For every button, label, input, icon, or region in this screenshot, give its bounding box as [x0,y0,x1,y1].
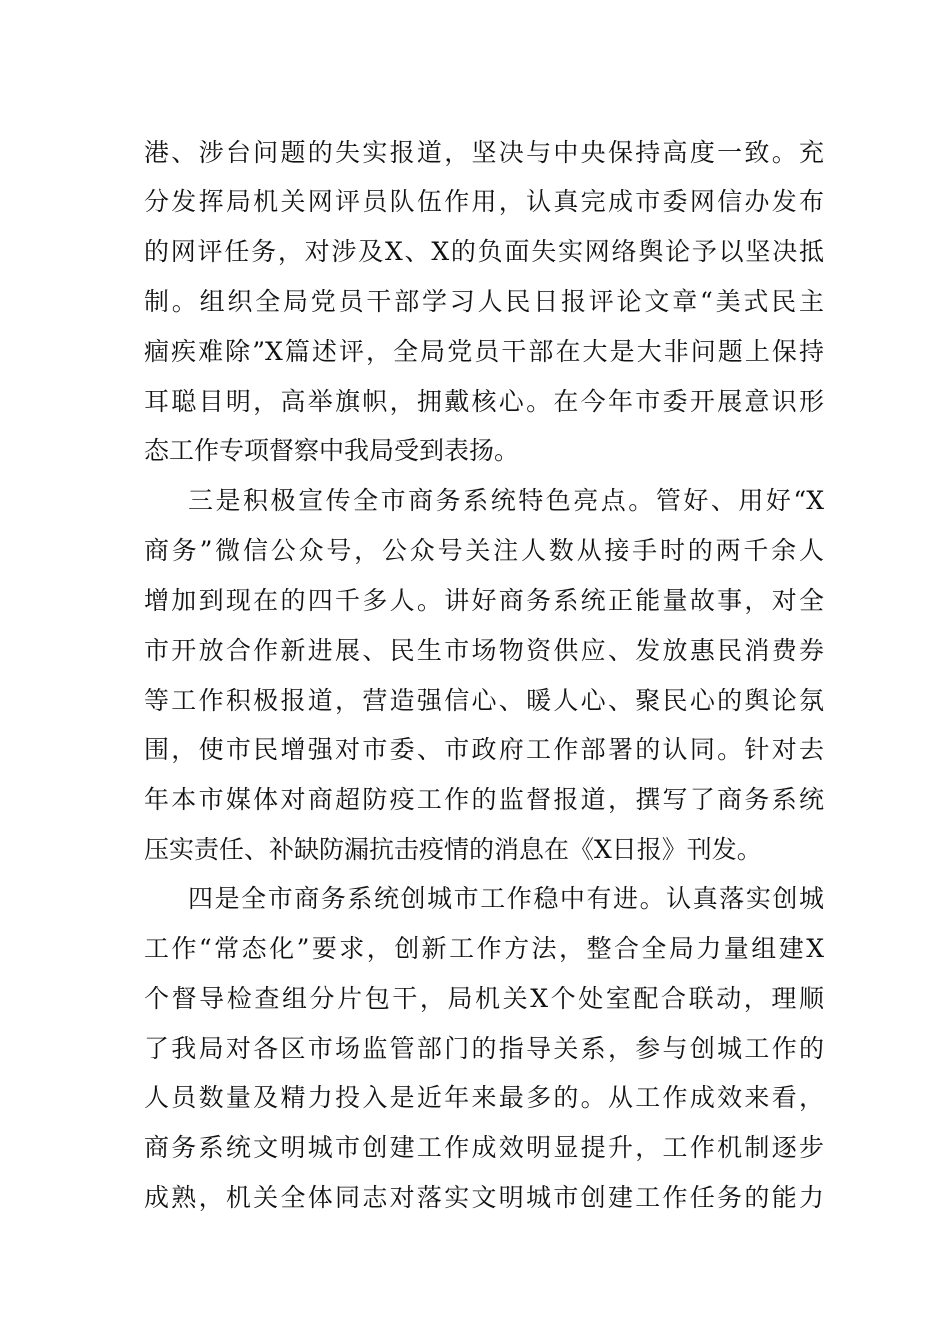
text-line: 痼疾难除”X篇述评，全局党员干部在大是大非问题上保持 [144,337,824,366]
text-line: 的网评任务，对涉及X、X的负面失实网络舆论予以坚决抵 [144,237,824,266]
text-line: 四是全市商务系统创城市工作稳中有进。认真落实创城 [188,884,824,913]
text-line: 成熟，机关全体同志对落实文明城市创建工作任务的能力 [144,1183,824,1212]
text-line: 增加到现在的四千多人。讲好商务系统正能量故事，对全 [144,586,824,615]
text-line: 人员数量及精力投入是近年来最多的。从工作成效来看， [144,1083,824,1112]
text-line: 耳聪目明，高举旗帜，拥戴核心。在今年市委开展意识形 [144,387,824,416]
text-line: 个督导检查组分片包干，局机关X个处室配合联动，理顺 [144,984,824,1013]
text-line: 分发挥局机关网评员队伍作用，认真完成市委网信办发布 [144,187,824,216]
text-line: 年本市媒体对商超防疫工作的监督报道，撰写了商务系统 [144,785,824,814]
text-line: 工作“常态化”要求，创新工作方法，整合全局力量组建X [144,934,824,963]
text-line: 围，使市民增强对市委、市政府工作部署的认同。针对去 [144,735,824,764]
text-line: 等工作积极报道，营造强信心、暖人心、聚民心的舆论氛 [144,686,824,715]
text-line: 商务”微信公众号，公众号关注人数从接手时的两千余人 [144,536,824,565]
text-line: 商务系统文明城市创建工作成效明显提升，工作机制逐步 [144,1133,824,1162]
text-line: 三是积极宣传全市商务系统特色亮点。管好、用好“X [188,486,824,515]
text-line: 态工作专项督察中我局受到表扬。 [144,436,520,465]
text-line: 了我局对各区市场监管部门的指导关系，参与创城工作的 [144,1034,824,1063]
text-line: 制。组织全局党员干部学习人民日报评论文章“美式民主 [144,287,824,316]
text-line: 压实责任、补缺防漏抗击疫情的消息在《X日报》刊发。 [144,835,762,864]
text-line: 市开放合作新进展、民生市场物资供应、发放惠民消费券 [144,636,824,665]
text-line: 港、涉台问题的失实报道，坚决与中央保持高度一致。充 [144,138,824,167]
